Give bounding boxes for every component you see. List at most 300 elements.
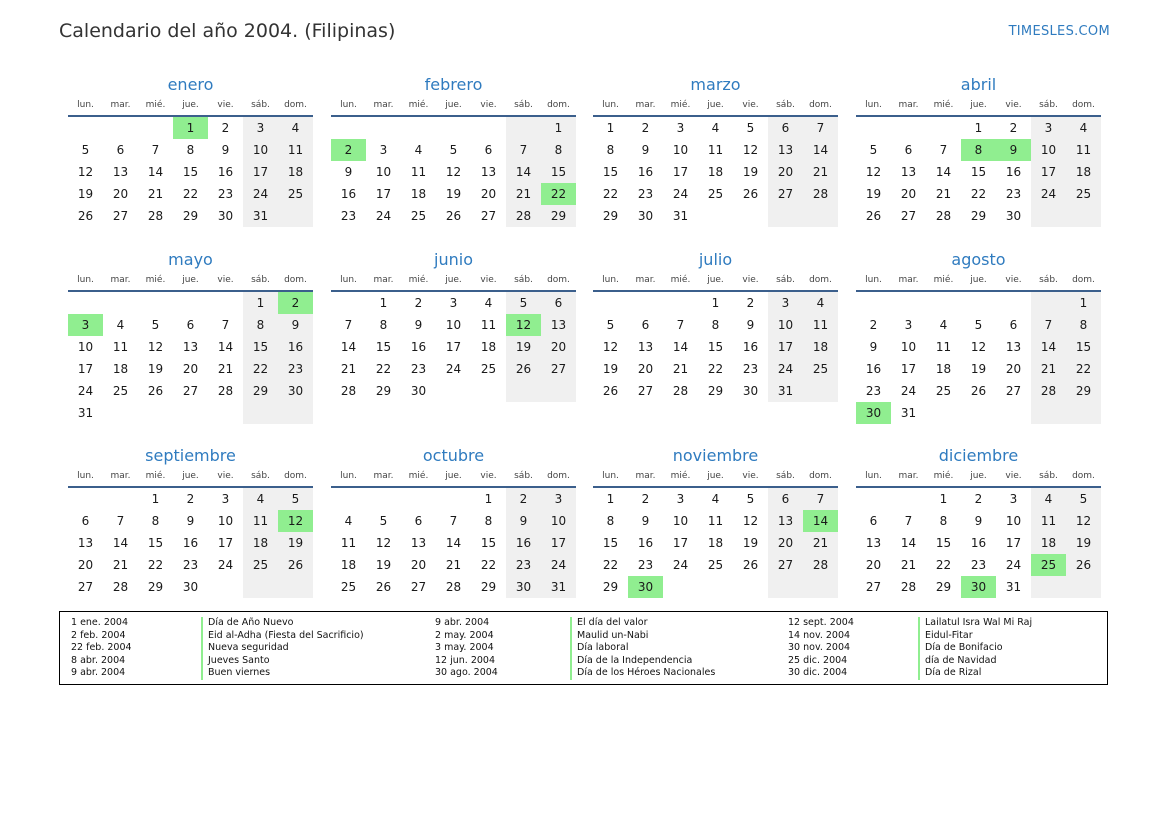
day-cell: 6	[484, 143, 493, 157]
empty-cell	[506, 380, 541, 402]
day-cell: 27	[77, 580, 94, 594]
day-cell: 5	[278, 488, 313, 510]
day-cell: 25	[480, 362, 497, 376]
empty-cell	[1066, 576, 1101, 598]
day-cell: 3	[676, 492, 685, 506]
day-cell: 30	[506, 576, 541, 598]
day-cell: 16	[410, 340, 427, 354]
day-cell: 11	[803, 314, 838, 336]
day-cell: 16	[506, 532, 541, 554]
empty-cell	[961, 402, 996, 424]
day-cell: 29	[541, 205, 576, 227]
day-cell: 9	[186, 514, 195, 528]
month-name: mayo	[168, 250, 213, 269]
day-cell: 30	[217, 209, 234, 223]
holiday-date: 30 dic. 2004	[788, 667, 848, 679]
day-cell: 18	[340, 558, 357, 572]
day-cell: 20	[480, 187, 497, 201]
month-mayo	[68, 248, 313, 424]
day-cell: 12	[865, 165, 882, 179]
day-cell: 15	[935, 536, 952, 550]
empty-cell	[103, 488, 138, 510]
day-cell: 23	[182, 558, 199, 572]
day-cell: 16	[217, 165, 234, 179]
day-cell: 12	[445, 165, 462, 179]
day-cell: 27	[182, 384, 199, 398]
day-cell: 6	[186, 318, 195, 332]
empty-cell	[593, 292, 628, 314]
day-cell: 23	[340, 209, 357, 223]
day-cell: 3	[449, 296, 458, 310]
day-cell: 28	[445, 580, 462, 594]
day-cell: 4	[1066, 117, 1101, 139]
weekday-label: mié.	[933, 471, 954, 481]
day-cell: 23	[506, 554, 541, 576]
weekday-label: vie.	[742, 100, 759, 110]
day-cell: 10	[445, 318, 462, 332]
day-cell: 19	[445, 187, 462, 201]
day-cell: 21	[900, 558, 917, 572]
weekday-label: sáb.	[776, 100, 795, 110]
empty-cell	[733, 205, 768, 227]
day-cell: 2	[278, 292, 313, 314]
day-cell: 26	[742, 187, 759, 201]
weekday-header	[593, 97, 838, 113]
day-cell: 10	[672, 143, 689, 157]
month-octubre	[331, 444, 576, 598]
month-agosto	[856, 248, 1101, 424]
day-grid	[68, 117, 313, 227]
weekday-label: sáb.	[776, 275, 795, 285]
day-cell: 4	[484, 296, 493, 310]
day-cell: 5	[151, 318, 160, 332]
day-cell: 2	[641, 121, 650, 135]
month-name: diciembre	[938, 446, 1019, 465]
day-cell: 6	[768, 488, 803, 510]
day-cell: 15	[602, 536, 619, 550]
weekday-label: mar.	[635, 100, 656, 110]
weekday-header	[331, 97, 576, 113]
day-cell: 11	[340, 536, 357, 550]
empty-cell	[698, 205, 733, 227]
day-cell: 18	[410, 187, 427, 201]
empty-cell	[436, 380, 471, 402]
day-cell: 12	[77, 165, 94, 179]
day-cell: 24	[541, 554, 576, 576]
month-name: febrero	[424, 75, 483, 94]
weekday-label: dom.	[284, 275, 307, 285]
day-cell: 29	[935, 580, 952, 594]
day-cell: 7	[904, 514, 913, 528]
day-cell: 24	[243, 183, 278, 205]
day-cell: 8	[939, 514, 948, 528]
empty-cell	[768, 576, 803, 598]
day-cell: 13	[77, 536, 94, 550]
day-cell: 2	[869, 318, 878, 332]
weekday-label: vie.	[742, 471, 759, 481]
day-cell: 7	[803, 117, 838, 139]
day-cell: 25	[112, 384, 129, 398]
day-cell: 13	[900, 165, 917, 179]
day-cell: 31	[77, 406, 94, 420]
day-cell: 3	[68, 314, 103, 336]
day-cell: 9	[641, 143, 650, 157]
day-cell: 17	[77, 362, 94, 376]
weekday-header	[856, 97, 1101, 113]
day-cell: 29	[707, 384, 724, 398]
day-cell: 20	[900, 187, 917, 201]
day-cell: 26	[1066, 554, 1101, 576]
empty-cell	[103, 402, 138, 424]
day-cell: 13	[768, 510, 803, 532]
day-cell: 17	[672, 165, 689, 179]
day-cell: 21	[803, 161, 838, 183]
page-title: Calendario del año 2004. (Filipinas)	[59, 20, 396, 42]
day-cell: 16	[865, 362, 882, 376]
day-cell: 24	[672, 187, 689, 201]
day-cell: 16	[637, 536, 654, 550]
day-cell: 15	[147, 536, 164, 550]
day-cell: 23	[410, 362, 427, 376]
day-cell: 30	[628, 576, 663, 598]
day-cell: 15	[243, 336, 278, 358]
day-cell: 14	[900, 536, 917, 550]
empty-cell	[471, 117, 506, 139]
weekday-label: mar.	[373, 275, 394, 285]
weekday-label: mié.	[145, 100, 166, 110]
weekday-label: mié.	[933, 100, 954, 110]
day-cell: 19	[506, 336, 541, 358]
empty-cell	[1031, 292, 1066, 314]
day-cell: 19	[1066, 532, 1101, 554]
day-cell: 13	[480, 165, 497, 179]
day-cell: 16	[742, 340, 759, 354]
day-cell: 20	[1005, 362, 1022, 376]
day-cell: 19	[970, 362, 987, 376]
day-cell: 29	[970, 209, 987, 223]
empty-cell	[331, 292, 366, 314]
empty-cell	[436, 117, 471, 139]
weekday-label: sáb.	[514, 275, 533, 285]
day-cell: 3	[1031, 117, 1066, 139]
day-cell: 11	[1031, 510, 1066, 532]
day-cell: 30	[410, 384, 427, 398]
empty-cell	[173, 402, 208, 424]
empty-cell	[541, 380, 576, 402]
day-cell: 19	[375, 558, 392, 572]
empty-cell	[891, 488, 926, 510]
weekday-label: mar.	[373, 471, 394, 481]
day-cell: 12	[742, 514, 759, 528]
weekday-header	[856, 272, 1101, 288]
day-cell: 26	[970, 384, 987, 398]
day-cell: 11	[278, 139, 313, 161]
weekday-label: dom.	[1072, 471, 1095, 481]
day-cell: 31	[900, 406, 917, 420]
day-cell: 12	[147, 340, 164, 354]
holiday-date: 22 feb. 2004	[71, 642, 132, 654]
day-cell: 10	[77, 340, 94, 354]
day-cell: 6	[541, 292, 576, 314]
day-cell: 23	[637, 187, 654, 201]
weekday-label: mar.	[898, 471, 919, 481]
day-cell: 31	[541, 576, 576, 598]
day-grid	[593, 292, 838, 402]
empty-cell	[1066, 402, 1101, 424]
day-cell: 28	[803, 554, 838, 576]
weekday-label: jue.	[970, 471, 987, 481]
weekday-label: lun.	[865, 100, 882, 110]
day-cell: 29	[243, 380, 278, 402]
day-cell: 11	[112, 340, 129, 354]
day-cell: 18	[243, 532, 278, 554]
day-cell: 1	[484, 492, 493, 506]
weekday-label: lun.	[602, 100, 619, 110]
day-cell: 4	[1031, 488, 1066, 510]
day-cell: 14	[112, 536, 129, 550]
holiday-name: Buen viernes	[208, 667, 271, 679]
day-cell: 8	[186, 143, 195, 157]
day-cell: 12	[506, 314, 541, 336]
empty-cell	[138, 292, 173, 314]
day-cell: 15	[707, 340, 724, 354]
empty-cell	[803, 576, 838, 598]
day-cell: 30	[742, 384, 759, 398]
weekday-label: mar.	[898, 275, 919, 285]
day-cell: 30	[856, 402, 891, 424]
day-cell: 22	[935, 558, 952, 572]
day-cell: 3	[221, 492, 230, 506]
legend-dates-col-1	[71, 617, 132, 680]
weekday-label: lun.	[340, 471, 357, 481]
day-cell: 16	[970, 536, 987, 550]
empty-cell	[331, 488, 366, 510]
weekday-header	[593, 468, 838, 484]
day-cell: 9	[221, 143, 230, 157]
day-cell: 23	[970, 558, 987, 572]
weekday-label: mié.	[408, 275, 429, 285]
day-cell: 2	[186, 492, 195, 506]
day-cell: 4	[278, 117, 313, 139]
month-enero	[68, 73, 313, 227]
day-cell: 1	[541, 117, 576, 139]
day-cell: 23	[278, 358, 313, 380]
day-cell: 5	[449, 143, 458, 157]
day-cell: 24	[1031, 183, 1066, 205]
holiday-name: Nueva seguridad	[208, 642, 289, 654]
empty-cell	[208, 576, 243, 598]
weekday-label: dom.	[809, 100, 832, 110]
holiday-name: Eid al-Adha (Fiesta del Sacrificio)	[208, 629, 364, 641]
day-cell: 20	[768, 161, 803, 183]
day-cell: 6	[768, 117, 803, 139]
empty-cell	[698, 576, 733, 598]
weekday-label: vie.	[217, 471, 234, 481]
month-name: marzo	[690, 75, 741, 94]
day-cell: 9	[278, 314, 313, 336]
day-cell: 7	[344, 318, 353, 332]
weekday-label: jue.	[707, 471, 724, 481]
day-cell: 14	[217, 340, 234, 354]
day-cell: 5	[869, 143, 878, 157]
day-cell: 7	[506, 139, 541, 161]
day-cell: 11	[935, 340, 952, 354]
day-cell: 14	[506, 161, 541, 183]
empty-cell	[663, 292, 698, 314]
day-cell: 19	[742, 536, 759, 550]
holiday-name: Eidul-Fitar	[925, 629, 973, 641]
empty-cell	[996, 402, 1031, 424]
holiday-date: 3 may. 2004	[435, 642, 494, 654]
holiday-name: Día de los Héroes Nacionales	[577, 667, 716, 679]
empty-cell	[366, 488, 401, 510]
day-cell: 19	[147, 362, 164, 376]
day-cell: 15	[541, 161, 576, 183]
weekday-label: vie.	[480, 275, 497, 285]
day-cell: 1	[243, 292, 278, 314]
weekday-label: mar.	[110, 275, 131, 285]
day-cell: 21	[1031, 358, 1066, 380]
empty-cell	[506, 117, 541, 139]
day-cell: 15	[375, 340, 392, 354]
day-cell: 14	[803, 139, 838, 161]
weekday-label: mar.	[110, 471, 131, 481]
day-cell: 21	[803, 532, 838, 554]
day-cell: 9	[869, 340, 878, 354]
day-cell: 2	[641, 492, 650, 506]
holiday-date: 1 ene. 2004	[71, 617, 128, 628]
empty-cell	[436, 488, 471, 510]
day-cell: 3	[243, 117, 278, 139]
empty-cell	[278, 576, 313, 598]
day-cell: 16	[340, 187, 357, 201]
day-cell: 31	[243, 205, 278, 227]
weekday-label: vie.	[742, 275, 759, 285]
weekday-label: dom.	[547, 275, 570, 285]
holiday-name: día de Navidad	[925, 654, 997, 666]
day-cell: 8	[484, 514, 493, 528]
day-cell: 29	[602, 580, 619, 594]
empty-cell	[1066, 205, 1101, 227]
day-cell: 1	[1066, 292, 1101, 314]
day-cell: 22	[970, 187, 987, 201]
day-cell: 11	[243, 510, 278, 532]
brand-link[interactable]: TIMESLES.COM	[1008, 24, 1110, 39]
empty-cell	[278, 402, 313, 424]
day-cell: 4	[243, 488, 278, 510]
weekday-label: jue.	[445, 100, 462, 110]
day-cell: 27	[410, 580, 427, 594]
day-cell: 2	[414, 296, 423, 310]
day-cell: 24	[217, 558, 234, 572]
month-febrero	[331, 73, 576, 227]
weekday-label: vie.	[1005, 471, 1022, 481]
day-cell: 28	[935, 209, 952, 223]
weekday-label: mié.	[670, 100, 691, 110]
day-cell: 3	[676, 121, 685, 135]
day-cell: 14	[147, 165, 164, 179]
day-cell: 26	[147, 384, 164, 398]
empty-cell	[401, 488, 436, 510]
day-cell: 4	[711, 121, 720, 135]
weekday-label: lun.	[340, 100, 357, 110]
day-cell: 4	[803, 292, 838, 314]
day-cell: 16	[1005, 165, 1022, 179]
day-cell: 2	[746, 296, 755, 310]
day-cell: 8	[711, 318, 720, 332]
holiday-date: 9 abr. 2004	[435, 617, 490, 628]
weekday-label: lun.	[865, 275, 882, 285]
empty-cell	[471, 380, 506, 402]
month-name: octubre	[422, 446, 485, 465]
day-cell: 13	[182, 340, 199, 354]
day-cell: 28	[803, 183, 838, 205]
weekday-label: mar.	[635, 275, 656, 285]
day-grid	[68, 292, 313, 424]
weekday-header	[331, 272, 576, 288]
day-cell: 21	[112, 558, 129, 572]
empty-cell	[856, 117, 891, 139]
day-cell: 22	[147, 558, 164, 572]
day-cell: 27	[541, 358, 576, 380]
month-name: septiembre	[145, 446, 236, 465]
holiday-date: 9 abr. 2004	[71, 667, 126, 679]
day-cell: 25	[935, 384, 952, 398]
day-cell: 10	[768, 314, 803, 336]
month-noviembre	[593, 444, 838, 598]
day-cell: 10	[243, 139, 278, 161]
empty-cell	[961, 292, 996, 314]
day-cell: 7	[939, 143, 948, 157]
day-cell: 20	[182, 362, 199, 376]
day-cell: 29	[375, 384, 392, 398]
day-cell: 29	[147, 580, 164, 594]
weekday-label: lun.	[77, 471, 94, 481]
empty-cell	[926, 402, 961, 424]
day-cell: 11	[410, 165, 427, 179]
month-abril	[856, 73, 1101, 227]
day-cell: 4	[414, 143, 423, 157]
day-cell: 12	[1066, 510, 1101, 532]
weekday-label: sáb.	[1039, 275, 1058, 285]
day-cell: 17	[900, 362, 917, 376]
day-cell: 10	[1031, 139, 1066, 161]
day-cell: 2	[974, 492, 983, 506]
day-cell: 12	[375, 536, 392, 550]
day-cell: 8	[961, 139, 996, 161]
day-cell: 16	[637, 165, 654, 179]
holiday-date: 30 ago. 2004	[435, 667, 498, 679]
empty-cell	[891, 117, 926, 139]
legend-names-col-1	[201, 617, 364, 680]
day-cell: 8	[379, 318, 388, 332]
day-cell: 1	[606, 121, 615, 135]
day-cell: 15	[182, 165, 199, 179]
empty-cell	[733, 576, 768, 598]
day-cell: 18	[935, 362, 952, 376]
holiday-date: 30 nov. 2004	[788, 642, 851, 654]
weekday-label: mar.	[898, 100, 919, 110]
day-cell: 3	[904, 318, 913, 332]
day-cell: 17	[217, 536, 234, 550]
day-cell: 5	[746, 492, 755, 506]
day-cell: 9	[641, 514, 650, 528]
day-cell: 24	[900, 384, 917, 398]
weekday-header	[856, 468, 1101, 484]
day-cell: 14	[803, 510, 838, 532]
day-cell: 20	[768, 532, 803, 554]
empty-cell	[996, 292, 1031, 314]
